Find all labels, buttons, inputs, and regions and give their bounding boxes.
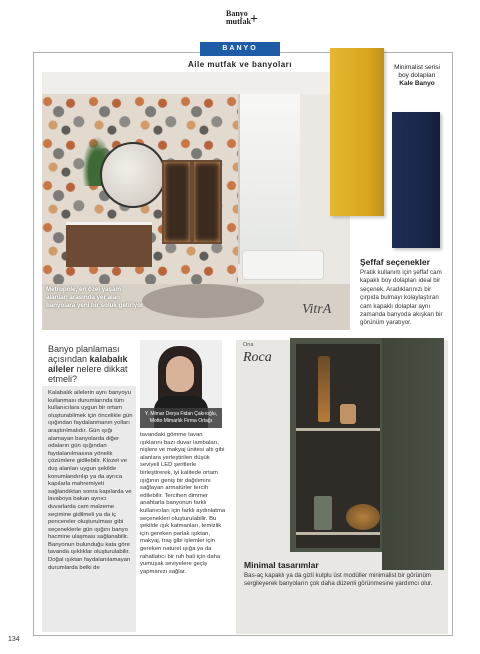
question-post: nelere dikkat etmeli?	[48, 364, 128, 384]
section-tag: BANYO	[200, 42, 280, 56]
navy-caption-line: Minimalist serisi boy dolapları	[394, 64, 440, 79]
minimal-heading: Minimal tasarımlar	[244, 560, 319, 570]
lit-cabinet	[162, 160, 192, 244]
round-rug	[142, 284, 264, 318]
bathtub	[242, 250, 324, 280]
window	[238, 94, 302, 264]
bottle-icon	[318, 356, 330, 422]
shelf	[296, 532, 380, 535]
portrait-caption-line2: Motto Mimarlık Firma Ortağı	[149, 417, 213, 424]
navy-caption-brand: Kale Banyo	[399, 80, 435, 87]
question-bold: kalabalık aileler	[48, 354, 128, 374]
page-number: 134	[8, 636, 20, 643]
navy-cabinet-caption	[388, 64, 446, 88]
photo-caption: Metropole, en özel yaşam alanları arasında yer alan banyolara yeni bir soluk getiriyor	[46, 286, 144, 309]
sidebar-text: Kalabalık ailelerin aynı banyoyu kullanması durumlarında tüm kullanıcılara uygun bir ortam oluşturabilmek için öncelikle gün ışığından faydalanmanın yolları araştırılmalıdır. Gün ışığı alamayan banyolarda diğer odaların gün ışığından faydalanılmasına yönelik çözümlere gidilebilir. Klozet ve duş alanları uygun şekilde konumlandırılıp ya da ayrıca kapılarla mahremiyeti sağlandıktan sonra kapılarda ve lavaboya bakan aynıcı duvarlarda cam malzeme seçimine gidilmeli ya da iç pencereler oluşturulması gibi seçeneklerle gün ışığını banyo hacmine ulaşması sağlanabilir. Banyonun bulunduğu kata göre tavanda ışıklıklar oluşturulabilir. Doğal ışıktan faydalanılamayan durumlarda belki de	[48, 390, 133, 571]
brand-vitra: VitrA	[302, 302, 332, 317]
yellow-cabinet	[330, 48, 384, 216]
section-title: Aile mutfak ve banyoları	[187, 60, 293, 69]
sponge-icon	[346, 504, 380, 530]
portrait-caption-line1: Y. Mimar Derya Fidan Çakıroğlu,	[144, 411, 218, 417]
roca-small-label: Ona	[243, 342, 254, 348]
round-mirror	[100, 142, 166, 208]
logo-line2: mutfak	[226, 17, 251, 26]
jar-icon	[340, 404, 356, 424]
portrait-caption	[140, 408, 222, 428]
question-heading	[48, 344, 140, 384]
cup-icon	[314, 496, 332, 530]
portrait-face	[166, 356, 194, 392]
brand-roca: Roca	[243, 350, 272, 365]
wood-vanity	[66, 222, 152, 267]
navy-cabinet	[392, 112, 440, 248]
minimal-body: Bas-aç kapaklı ya da gizli kulplu üst modüller minimalist bir görünüm sergileyerek banyoların çok daha düzenli görünmesine yardımcı olur.	[244, 572, 433, 588]
magazine-logo	[226, 10, 260, 26]
column-two-text: tavandaki gömme tavan ışıklarını bazı duvar lambaları, nişlere ve makyaj ünitesi altı gibi alanlara yerleştirilen düşük seviyeli LED şeritlerle birleştirerek, iyi kalitede ortam ışığının geniş bir dağılımını sağlayan armatürler tercih edilebilir. Tercihen dimmer anahtarla banyonun farklı kullanıcıları için farklı aydınlatma seçenekleri oluşturulabilir. Bu şekilde ışık katmanları, temizlik için gereken parlak ışıktan, makyaj, traş gibi işlemler için gereken naturel ışığa ya da rahatlatıcı bir ruh hali için daha yumuşak seviyelere geçiş yapmanızı sağlar.	[140, 432, 226, 575]
plus-icon: +	[250, 12, 258, 27]
logo-line1: Banyo	[226, 9, 248, 18]
seffaf-body: Pratik kullanım için şeffaf cam kapaklı boy dolapları ideal bir seçenek. Aradıklarınızı bir çırpıda bulmayı kolaylaştıran cam kapaklı dolaplar aynı zamanda banyoda akışkan bir görünüm yaratıyor.	[360, 269, 443, 327]
ceiling	[42, 72, 350, 94]
roca-cabinet-door	[382, 338, 444, 570]
lit-cabinet	[192, 160, 222, 244]
shelf	[296, 428, 380, 431]
seffaf-heading: Şeffaf seçenekler	[360, 257, 430, 267]
question-pre: Banyo planlaması açısından	[48, 344, 120, 364]
